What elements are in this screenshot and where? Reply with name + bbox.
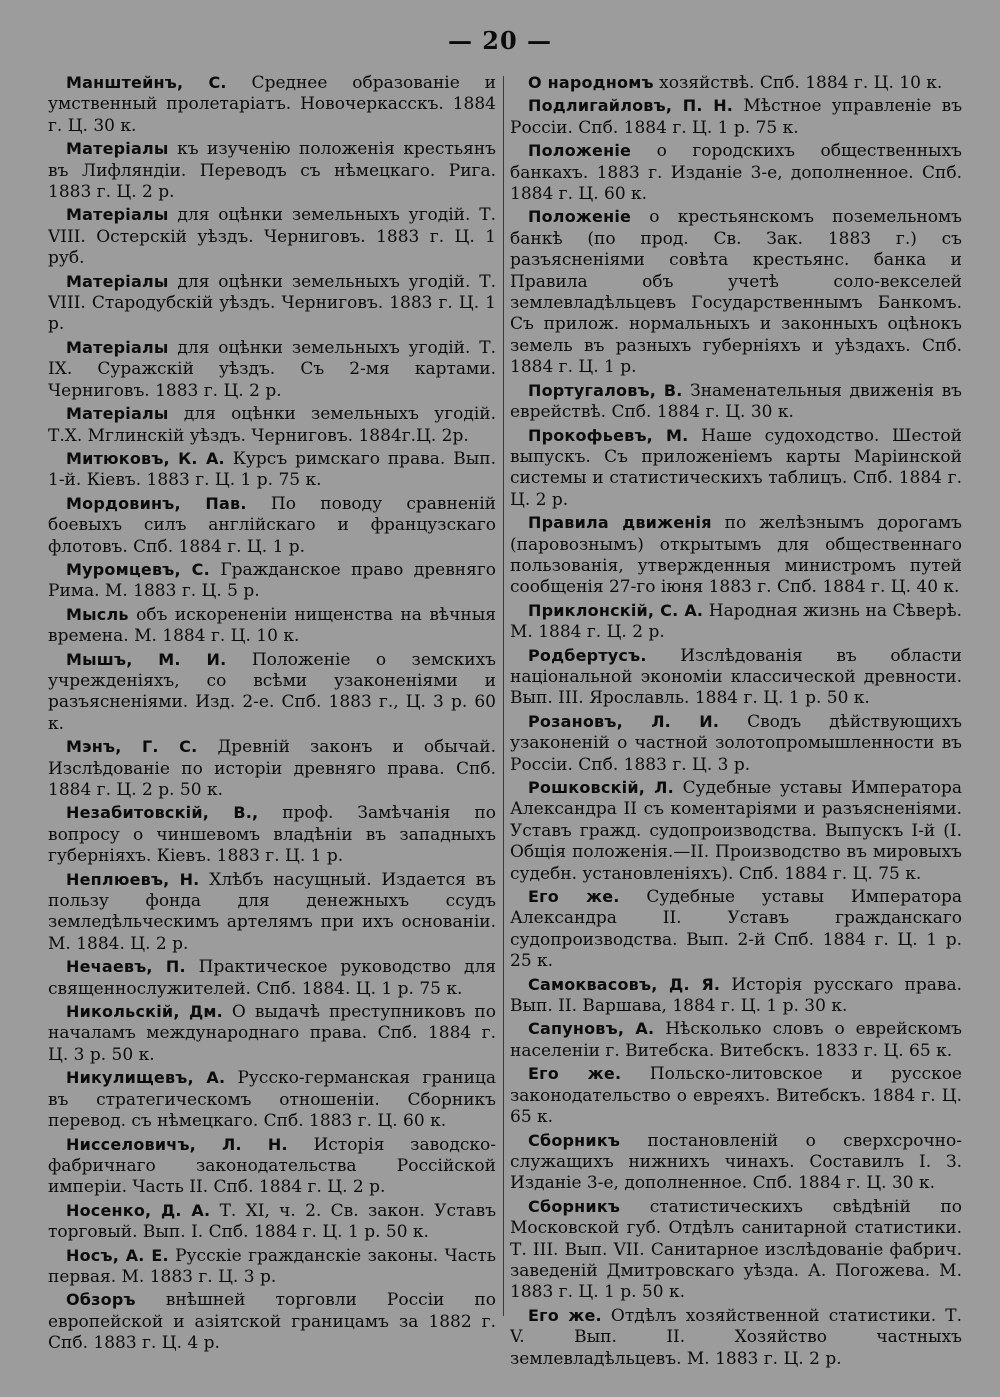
catalog-entry [48,204,496,269]
entry-author: Самоквасовъ, Д. Я. [528,974,721,994]
entry-text: по желѣзнымъ дорогамъ (паровознымъ) открытымъ для общественнаго пользованія, утвержденныя министромъ путей сообщенія 27-го іюня 1883 г. Спб. 1884 г. Ц. 40 к. [510,513,962,598]
entry-author: Мэнъ, Г. С. [66,737,198,757]
entry-text: статистическихъ свѣдѣній по Московской губ. Отдѣлъ санитарной статистики. Т. III. Вып. VII. Санитарное изслѣдованіе фабрич. заведеній Дмитровскаго уѣзда. А. Погожева. М. 1883 г. Ц. 1 р. 50 к. [510,1196,962,1303]
entry-text: хозяйствѣ. Спб. 1884 г. Ц. 10 к. [653,73,943,93]
catalog-entry [48,802,496,867]
entry-author: Мышъ, М. И. [66,649,227,669]
catalog-entry [510,95,962,139]
entry-text: Курсъ римскаго права. Вып. 1-й. Кіевъ. 1883 г. Ц. 1 р. 75 к. [48,448,496,491]
catalog-entry [510,1196,962,1304]
catalog-entry [48,869,496,956]
catalog-entry [510,512,962,599]
entry-text: Положеніе о земскихъ учрежденіяхъ, со всѣми узаконеніями и разъясненіями. Изд. 2-е. Спб. 1883 г., Ц. 3 р. 60 к. [48,649,496,734]
entry-author: Родбертусъ. [528,645,647,665]
catalog-entry [510,206,962,378]
entry-text: Отдѣлъ хозяйственной статистики. Т. V. Вып. II. Хозяйство частныхъ землевладѣльцевъ. М. 1883 г. Ц. 2 р. [510,1305,962,1369]
catalog-entry [48,138,496,203]
entry-author: Его же. [528,1305,602,1325]
entry-text: Практическое руководство для священнослужителей. Спб. 1884. Ц. 1 р. 75 к. [48,957,496,999]
entry-text: проф. Замѣчанія по вопросу о чиншевомъ владѣніи въ западныхъ губерніяхъ. Кіевъ. 1883 г. Ц. 1 р. [48,803,496,867]
entry-text: Среднее образованіе и умственный пролетаріатъ. Новочеркасскъ. 1884 г. Ц. 30 к. [48,73,496,136]
entry-text: Древній законъ и обычай. Изслѣдованіе по исторіи древняго права. Спб. 1884 г. Ц. 2 р. 50 к. [48,737,496,800]
catalog-entry [510,600,962,644]
catalog-entry [48,736,496,801]
entry-author: Сапуновъ, А. [528,1019,655,1039]
catalog-entry [48,649,496,736]
page-number: — 20 — [447,26,553,55]
entry-author: Никулищевъ, А. [66,1068,226,1088]
entry-text: Судебные уставы Императора Александра II съ коментаріями и разъясненіями. Уставъ гражд. судопроизводства. Выпускъ I-й (I. Общія положенія.—II. Производство въ мировыхъ судебн. установленіяхъ). Спб. 1884 г. Ц. 75 к. [510,778,962,884]
entry-author: Нисселовичъ, Л. Н. [66,1134,288,1154]
catalog-entry [510,140,962,205]
entry-author: Митюковъ, К. А. [66,448,225,468]
catalog-entry [510,1305,962,1370]
entry-author: Неплюевъ, Н. [66,869,200,889]
catalog-entry [510,645,962,710]
entry-text: Русскіе гражданскіе законы. Часть первая. М. 1883 г. Ц. 3 р. [48,1245,496,1287]
catalog-entry [48,1289,496,1354]
entry-author: Приклонскій, С. А. [528,600,704,620]
entry-text: Гражданское право древняго Рима. М. 1883 г. Ц. 5 р. [48,559,496,602]
entry-text: Судебные уставы Императора Александра II. Уставъ гражданскаго судопроизводства. Вып. 2-й Спб. 1884 г. Ц. 1 р. 25 к. [510,887,962,972]
entry-author: Матеріалы [66,271,169,291]
entry-author: Сборникъ [528,1196,621,1216]
entry-author: Его же. [528,1064,622,1084]
catalog-entry [48,271,496,336]
catalog-entry [48,1001,496,1066]
entry-author: Матеріалы [66,404,169,424]
catalog-entry [48,403,496,447]
right-column [510,72,962,1372]
entry-text: объ искорененіи нищенства на вѣчныя времена. М. 1884 г. Ц. 10 к. [48,604,496,647]
catalog-entry [48,72,496,137]
catalog-entry [48,1067,496,1132]
entry-text: для оцѣнки земельныхъ угодій. Т.Х. Мглинскій уѣздъ. Черниговъ. 1884г.Ц. 2р. [48,404,496,446]
entry-author: Мордовинъ, Пав. [66,493,247,513]
entry-text: о городскихъ общественныхъ банкахъ. 1883 г. Изданіе 3-е, дополненное. Спб. 1884 г. Ц. 60 к. [510,141,962,205]
entry-author: Муромцевъ, С. [66,559,210,579]
catalog-entry [510,711,962,776]
entry-text: Народная жизнь на Сѣверѣ. М. 1884 г. Ц. 2 р. [510,600,962,643]
catalog-entry [48,448,496,492]
entry-author: Правила движенія [528,513,712,533]
entry-author: Мысль [66,604,129,624]
entry-author: Подлигайловъ, П. Н. [528,96,734,116]
column-divider [503,76,504,1316]
catalog-entry [48,337,496,402]
catalog-entry [48,1245,496,1289]
entry-text: Польско-литовское и русское законодательство о евреяхъ. Витебскъ. 1884 г. Ц. 65 к. [510,1064,962,1128]
catalog-entry [510,777,962,885]
entry-author: Манштейнъ, С. [66,73,227,92]
entry-author: Матеріалы [66,139,169,159]
entry-author: Носенко, Д. А. [66,1200,211,1220]
entry-text: О выдачѣ преступниковъ по началамъ международнаго права. Спб. 1884 г. Ц. 3 р. 50 к. [48,1002,496,1065]
entry-text: для оцѣнки земельныхъ угодій. Т. VIII. Стародубскій уѣздъ. Черниговъ. 1883 г. Ц. 1 р. [48,271,496,335]
catalog-entry [510,1130,962,1195]
entry-text: Наше судоходство. Шестой выпускъ. Съ приложеніемъ карты Маріинской системы и статистическихъ таблицъ. Спб. 1884 г. Ц. 2 р. [510,425,962,510]
entry-text: По поводу сравненій боевыхъ силъ англійскаго и французскаго флотовъ. Спб. 1884 г. Ц. 1 р. [48,493,496,557]
entry-text: для оцѣнки земельныхъ угодій. Т. VIII. Остерскій уѣздъ. Черниговъ. 1883 г. Ц. 1 руб. [48,205,496,269]
catalog-entry [48,1200,496,1244]
entry-text: къ изученію положенія крестьянъ въ Лифляндіи. Переводъ съ нѣмецкаго. Рига. 1883 г. Ц. 2 р. [48,139,496,203]
entry-author: Обзоръ [66,1290,136,1310]
entry-text: внѣшней торговли Россіи по европейской и азіятской границамъ за 1882 г. Спб. 1883 г. Ц. 4 р. [48,1290,496,1354]
entry-text: Мѣстное управленіе въ Россіи. Спб. 1884 г. Ц. 1 р. 75 к. [510,96,962,138]
catalog-entry [48,956,496,1000]
entry-author: Матеріалы [66,337,169,357]
entry-text: Т. XI, ч. 2. Св. закон. Уставъ торговый. Вып. I. Спб. 1884 г. Ц. 1 р. 50 к. [48,1200,496,1243]
entry-author: О народномъ [528,73,654,92]
entry-text: Нѣсколько словъ о еврейскомъ населеніи г. Витебска. Витебскъ. 1833 г. Ц. 65 к. [510,1019,962,1061]
catalog-entry [510,425,962,512]
entry-text: Исторія русскаго права. Вып. II. Варшава, 1884 г. Ц. 1 р. 30 к. [510,974,962,1017]
entry-text: Хлѣбъ насущный. Издается въ пользу фонда для денежныхъ ссудъ земледѣльческимъ артелямъ при ихъ основаніи. М. 1884. Ц. 2 р. [48,869,496,954]
catalog-entry [510,1063,962,1128]
entry-author: Сборникъ [528,1130,621,1150]
entry-author: Никольскій, Дм. [66,1002,223,1022]
entry-author: Матеріалы [66,205,169,225]
entry-text: Исторія заводско-фабричнаго законодательства Россійской имперіи. Часть II. Спб. 1884 г. Ц. 2 р. [48,1134,496,1198]
entry-text: Изслѣдованія въ области національной экономіи классической древности. Вып. III. Ярославль. 1884 г. Ц. 1 р. 50 к. [510,645,962,709]
entry-author: Рошковскій, Л. [528,778,674,797]
entry-author: Нечаевъ, П. [66,957,186,977]
entry-text: о крестьянскомъ поземельномъ банкѣ (по прод. Св. Зак. 1883 г.) съ разъясненіями совѣта крестьянс. банка и Правила объ учетѣ соло-векселей землевладѣльцевъ Государственнымъ Банкомъ. Съ прилож. нормальныхъ и законныхъ оцѣнокъ земель въ разныхъ губерніяхъ и уѣздахъ. Спб. 1884 г. Ц. 1 р. [510,207,962,378]
entry-author: Положеніе [528,141,632,161]
entry-author: Португаловъ, В. [528,380,683,400]
entry-author: Прокофьевъ, М. [528,425,689,445]
entry-text: для оцѣнки земельныхъ угодій. Т. IX. Суражскій уѣздъ. Съ 2-мя картами. Черниговъ. 1883 г. Ц. 2 р. [48,337,496,401]
entry-text: постановленій о сверхсрочно-служащихъ нижнихъ чинахъ. Составилъ I. З. Изданіе 3-е, дополненное. Спб. 1884 г. Ц. 30 к. [510,1130,962,1194]
catalog-entry [510,974,962,1018]
catalog-entry [48,1134,496,1199]
entry-text: Сводъ дѣйствующихъ узаконеній о частной золотопромышленности въ Россіи. Спб. 1883 г. Ц. 3 р. [510,711,962,775]
entry-text: Русско-германская граница въ стратегическомъ отношеніи. Сборникъ перевод. съ нѣмецкаго. Спб. 1883 г. Ц. 60 к. [48,1068,496,1132]
entry-author: Его же. [528,887,620,907]
catalog-entry [48,559,496,603]
entry-author: Незабитовскій, В., [66,803,259,823]
left-column [48,72,496,1372]
catalog-entry [48,493,496,558]
entry-text: Знаменательныя движенія въ еврействѣ. Спб. 1884 г. Ц. 30 к. [510,380,962,423]
entry-author: Розановъ, Л. И. [528,711,720,731]
entry-author: Положеніе [528,207,632,227]
catalog-entry [510,886,962,973]
catalog-entry [510,1018,962,1062]
entry-author: Носъ, А. Е. [66,1245,169,1265]
catalog-entry [510,380,962,424]
catalog-entry [48,604,496,648]
catalog-entry [510,72,962,94]
